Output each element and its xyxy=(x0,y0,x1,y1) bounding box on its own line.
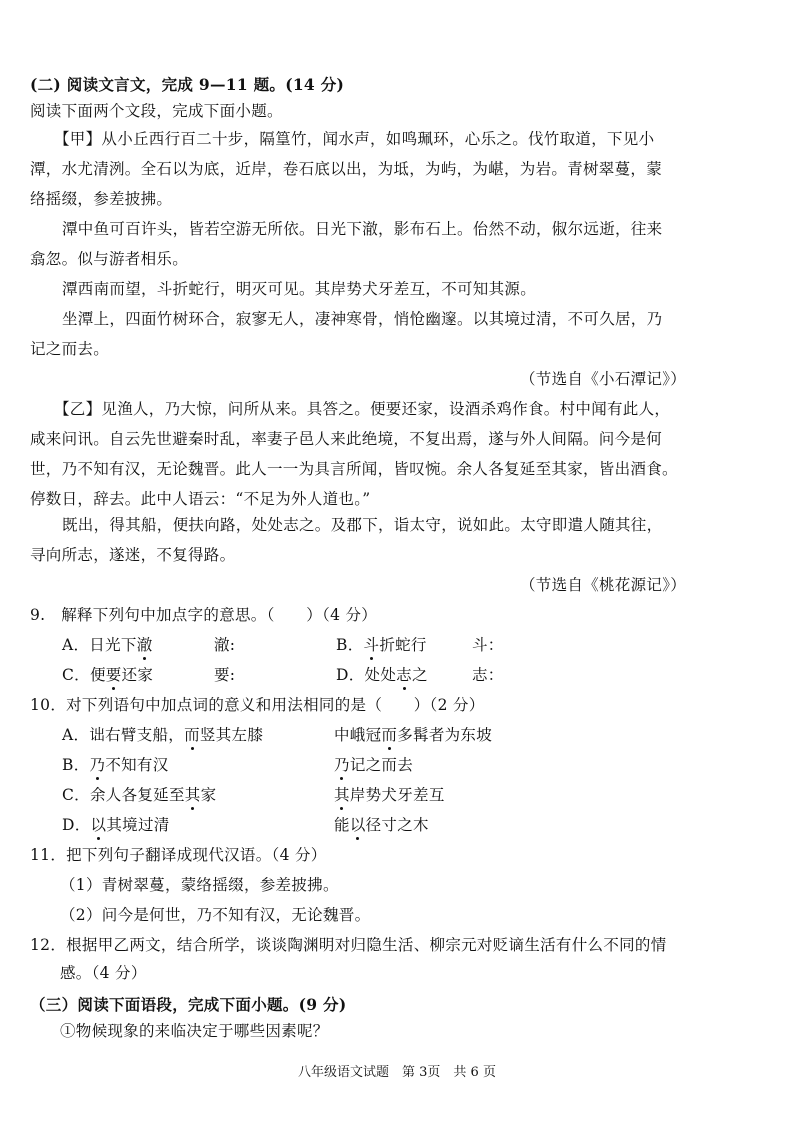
yi-line: 寻向所志，遂迷，不复得路。 xyxy=(30,546,236,564)
q10-option-a-right xyxy=(334,725,492,745)
q10-option-a-left xyxy=(62,725,263,745)
option-text: 径寸之木 xyxy=(365,816,429,834)
q10-option-d-right xyxy=(334,815,429,835)
emphasis-char: 乃 xyxy=(89,756,106,774)
source-citation: （节选自《桃花源记》） xyxy=(520,576,687,594)
jia-line: 坐潭上，四面竹树环合，寂寥无人，凄神寒骨，悄怆幽邃。以其境过清，不可久居，乃 xyxy=(62,310,663,328)
emphasis-char: 而 xyxy=(184,726,200,744)
option-text: 多髯者为东坡 xyxy=(397,726,493,744)
section-title: (二) 阅读文言文，完成 9—11 题。(14 分) xyxy=(30,75,345,94)
q10-option-b-left xyxy=(62,755,169,775)
option-label: D． xyxy=(336,666,365,684)
emphasis-char: 要 xyxy=(105,666,122,684)
q10-option-d-left xyxy=(62,815,170,835)
emphasis-char: 斗 xyxy=(363,636,380,654)
option-text: 便 xyxy=(89,666,106,684)
q9-option-c xyxy=(62,665,153,685)
q11-sentence-2: （2）问今是何世，乃不知有汉，无论魏晋。 xyxy=(60,906,371,924)
question-11-stem: 11．把下列句子翻译成现代汉语。（4 分） xyxy=(30,846,327,864)
option-text: 折蛇行 xyxy=(379,636,427,654)
source-citation: （节选自《小石潭记》） xyxy=(520,370,687,388)
option-text: 余人各复延至 xyxy=(89,786,185,804)
option-label: A． xyxy=(62,636,90,654)
option-text: 还家 xyxy=(121,666,154,684)
q10-option-c-left xyxy=(62,785,216,805)
option-text: 诎右臂支船， xyxy=(89,726,185,744)
q9-answer-blank-a: 澈: xyxy=(214,636,236,654)
jia-line: 潭西南而望，斗折蛇行，明灭可见。其岸势犬牙差互，不可知其源。 xyxy=(62,280,537,298)
question-10-stem: 10．对下列语句中加点词的意义和用法相同的是（ ）（2 分） xyxy=(30,696,485,714)
option-text: 日光下 xyxy=(89,636,137,654)
option-text: 能 xyxy=(334,816,350,834)
q9-option-a xyxy=(62,635,153,655)
emphasis-char: 其 xyxy=(334,786,350,804)
section-title: （三）阅读下面语段，完成下面小题。(9 分) xyxy=(30,995,347,1014)
option-text: 家 xyxy=(200,786,217,804)
q10-option-c-right xyxy=(334,785,445,805)
emphasis-char: 以 xyxy=(349,816,366,834)
option-text: 中峨冠 xyxy=(334,726,382,744)
emphasis-char: 澈 xyxy=(136,636,153,654)
q10-option-b-right xyxy=(334,755,413,775)
option-label: D． xyxy=(62,816,91,834)
q9-answer-blank-c: 要: xyxy=(214,666,236,684)
option-text: 其境过清 xyxy=(106,816,170,834)
yi-line: 既出，得其船，便扶向路，处处志之。及郡下，诣太守，说如此。太守即遣人随其往， xyxy=(62,516,663,534)
section3-first-line: ①物候现象的来临决定于哪些因素呢？ xyxy=(60,1022,329,1040)
emphasis-char: 乃 xyxy=(334,756,350,774)
option-text: 之 xyxy=(411,666,428,684)
option-text: 岸势犬牙差互 xyxy=(349,786,445,804)
emphasis-char: 以 xyxy=(90,816,107,834)
jia-line: 络摇缀，参差披拂。 xyxy=(30,190,173,208)
question-9-stem: 9. 解释下列句中加点字的意思。（ ）（4 分） xyxy=(30,606,378,624)
question-12-stem-cont: 感。（4 分） xyxy=(60,964,147,982)
option-label: C． xyxy=(62,666,90,684)
option-label: B． xyxy=(336,636,364,654)
jia-line: 潭，水尤清洌。全石以为底，近岸，卷石底以出，为坻，为屿，为嵁，为岩。青树翠蔓，蒙 xyxy=(30,160,663,178)
option-label: B． xyxy=(62,756,90,774)
q9-option-d xyxy=(336,665,428,685)
emphasis-char: 志 xyxy=(396,666,412,684)
emphasis-char: 其 xyxy=(184,786,201,804)
jia-line: 【甲】从小丘西行百二十步，隔篁竹，闻水声，如鸣珮环，心乐之。伐竹取道，下见小 xyxy=(54,130,655,148)
jia-line: 记之而去。 xyxy=(30,340,110,358)
option-label: A． xyxy=(62,726,90,744)
option-text: 处处 xyxy=(364,666,397,684)
yi-line: 【乙】见渔人，乃大惊，问所从来。具答之。便要还家，设酒杀鸡作食。村中闻有此人， xyxy=(54,400,671,418)
option-text: 记之而去 xyxy=(349,756,414,774)
question-12-stem: 12．根据甲乙两文，结合所学，谈谈陶渊明对归隐生活、柳宗元对贬谪生活有什么不同的情 xyxy=(30,936,667,954)
option-label: C． xyxy=(62,786,90,804)
option-text: 不知有汉 xyxy=(105,756,169,774)
yi-line: 停数日，辞去。此中人语云：“不足为外人道也。” xyxy=(30,490,371,508)
section-intro: 阅读下面两个文段，完成下面小题。 xyxy=(30,102,283,120)
emphasis-char: 而 xyxy=(381,726,398,744)
q9-option-b xyxy=(336,635,427,655)
yi-line: 世，乃不知有汉，无论魏晋。此人一一为具言所闻，皆叹惋。余人各复延至其家，皆出酒食。 xyxy=(30,460,678,478)
q11-sentence-1: （1）青树翠蔓，蒙络摇缀，参差披拂。 xyxy=(60,876,339,894)
yi-line: 咸来问讯。自云先世避秦时乱，率妻子邑人来此绝境，不复出焉，遂与外人间隔。问今是何 xyxy=(30,430,663,448)
jia-line: 翕忽。似与游者相乐。 xyxy=(30,250,189,268)
q9-answer-blank-d: 志： xyxy=(472,666,504,684)
jia-line: 潭中鱼可百许头，皆若空游无所依。日光下澈，影布石上。佁然不动，俶尔远逝，往来 xyxy=(62,220,663,238)
q9-answer-blank-b: 斗： xyxy=(472,636,504,654)
option-text: 竖其左膝 xyxy=(199,726,264,744)
page-footer: 八年级语文试题 第 3页 共 6 页 xyxy=(298,1065,496,1080)
